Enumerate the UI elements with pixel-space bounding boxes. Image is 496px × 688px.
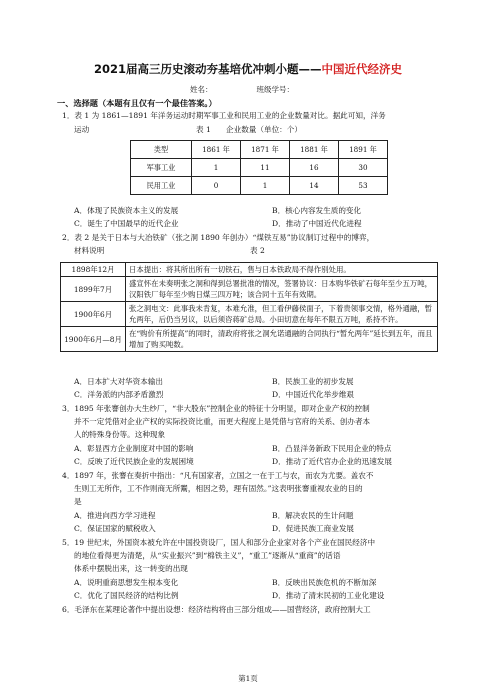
table-cell: 1 [241,177,290,195]
table-cell: 民用工业 [131,177,192,195]
q1-option-d: D．推动了中国近代化进程 [272,219,362,228]
q4-stem-line1: 4．1897 年，张謇在奏折中指出：“凡有国家者，立国之一在于工与农，而农为尤要。盖农不 [62,471,374,480]
q4-option-b: B．解决农民的生计问题 [272,511,354,520]
q2-stem-line1: 2．表 2 是关于日本与大冶铁矿（张之洞 1890 年创办）“煤铁互易”协议制订过程中的博弈， [62,233,375,242]
q4-stem-line3: 是 [74,497,82,506]
table-header-cell: 1861 年 [192,141,241,159]
name-label: 姓名： [190,85,213,94]
negotiation-table [60,262,438,352]
q2-option-d: D．中国近代化举步维艰 [272,390,355,399]
q3-stem-line3: 人的特殊身份等。这种现象 [74,430,166,439]
q1-option-b: B．核心内容发生质的变化 [272,206,362,215]
section-heading: 一、选择题（本题有且仅有一个最佳答案。） [57,98,217,108]
table-row [131,177,388,195]
table-content-cell: 张之洞电文：此事我未肯复，本难允准，但工看伊藤侯面子，下着贵领事交情，格外通融，暂允两年，后仍当另议，以后须咨蒋矿总局。小田切意在每年不限五万吨，系持不许。 [126,302,438,327]
student-info [190,84,338,95]
table-row [61,327,438,352]
q2-table-caption: 表 2 [250,246,265,255]
table-header-cell: 1891 年 [339,141,388,159]
q4-option-a: A．推进向西方学习进程 [74,511,156,520]
table-cell: 军事工业 [131,159,192,177]
table-cell: 14 [290,177,339,195]
q4-option-c: C．保证国家的赋税收入 [74,524,156,533]
q5-option-a: A．说明重商思想发生根本变化 [74,578,179,587]
table-content-cell: 在“购价有所提高”的同时，清政府将张之洞允诺通融的合同执行“暂允两年”延长到五年，而且增加了购买吨数。 [126,327,438,352]
q3-option-b: B．凸显洋务新政下民用企业的特点 [272,444,392,453]
table-content-cell: 日本提出：将其所出所有一切铁石，售与日本铁政局不得作别处用。 [126,263,438,277]
table-cell: 1 [192,159,241,177]
q4-stem-line2: 生则工无所作，工不作则商无所鬻，相因之势，理有固然。”这表明张謇重视农业的目的 [74,484,363,493]
table-cell: 30 [339,159,388,177]
q5-stem-line3: 体系中摆脱出来，这一转变的出现 [74,564,188,573]
class-number-label: 班级学号： [256,85,294,94]
q2-option-c: C．洋务派的内部矛盾激烈 [74,390,164,399]
table-date-cell: 1899年7月 [61,277,126,302]
q6-stem-line1: 6．毛泽东在某理论著作中提出设想：经济结构将由三部分组成——国营经济，政府控制大工 [62,605,371,614]
table-cell: 11 [241,159,290,177]
q2-stem-line2: 材料说明 [74,246,105,255]
q2-option-a: A．日本扩大对华资本输出 [74,377,164,386]
q5-stem-line1: 5．19 世纪末，外国资本被允许在中国投资设厂，国人和部分企业家对各个产业在国民经济中 [62,538,376,547]
q3-stem-line1: 3．1895 年张謇创办大生纱厂，“非大股东”控制企业的特征十分明显，即对企业产权的控制 [62,404,370,413]
page-title [0,61,496,77]
page-number: 第1页 [238,674,258,683]
table-row [61,302,438,327]
q5-option-c: C．优化了国民经济的结构比例 [74,591,179,600]
q3-option-d: D．推动了近代官办企业的迅速发展 [272,457,392,466]
q5-option-b: B．反映出民族危机的不断加深 [272,578,377,587]
table-header-cell: 1881 年 [290,141,339,159]
table-cell: 53 [339,177,388,195]
q4-option-d: D．促进民族工商业发展 [272,524,355,533]
q1-stem-line1: 1．表 1 为 1861—1891 年洋务运动时期军事工业和民用工业的企业数量对比。据此可知，洋务 [62,111,386,120]
table-cell: 0 [192,177,241,195]
q5-option-d: D．推动了清末民初的工业化建设 [272,591,385,600]
q5-stem-line2: 的地位看得更为清楚，从“实业振兴”到“棉铁主义”，“重工”逐渐从“重商”的话语 [74,551,341,560]
table-header-cell: 类型 [131,141,192,159]
table-date-cell: 1900年6月—8月 [61,327,126,352]
table-header-row [131,141,388,159]
q3-option-a: A．彰显西方企业制度对中国的影响 [74,444,194,453]
title-highlight: 中国近代经济史 [321,62,402,76]
table-row [61,263,438,277]
q1-option-a: A．体现了民族资本主义的发展 [74,206,179,215]
q1-stem-line2: 运动 [74,125,90,134]
table-row [131,159,388,177]
q3-stem-line2: 并不一定凭借对企业产权的实际投资比重，而更大程度上是凭借与官府的关系、创办者本 [74,417,371,426]
q2-option-b: B．民族工业的初步发展 [272,377,354,386]
table-row [61,277,438,302]
table-date-cell: 1900年6月 [61,302,126,327]
table-header-cell: 1871 年 [241,141,290,159]
title-main: 2021届高三历史滚动夯基培优冲刺小题—— [93,62,322,76]
q1-option-c: C．诞生了中国最早的近代企业 [74,219,179,228]
table-content-cell: 盛宣怀在未奏明张之洞和得到总署批准的情况，签署协议：日本购华铁矿石每年至少五万吨，汉阳铁厂每年至少购日煤三四万吨；该合同十五年有效期。 [126,277,438,302]
enterprise-count-table [130,140,388,195]
q1-table-caption: 表 1 企业数量（单位：个） [196,125,302,134]
table-cell: 16 [290,159,339,177]
table-date-cell: 1898年12月 [61,263,126,277]
q3-option-c: C．反映了近代民族企业的发展困境 [74,457,194,466]
